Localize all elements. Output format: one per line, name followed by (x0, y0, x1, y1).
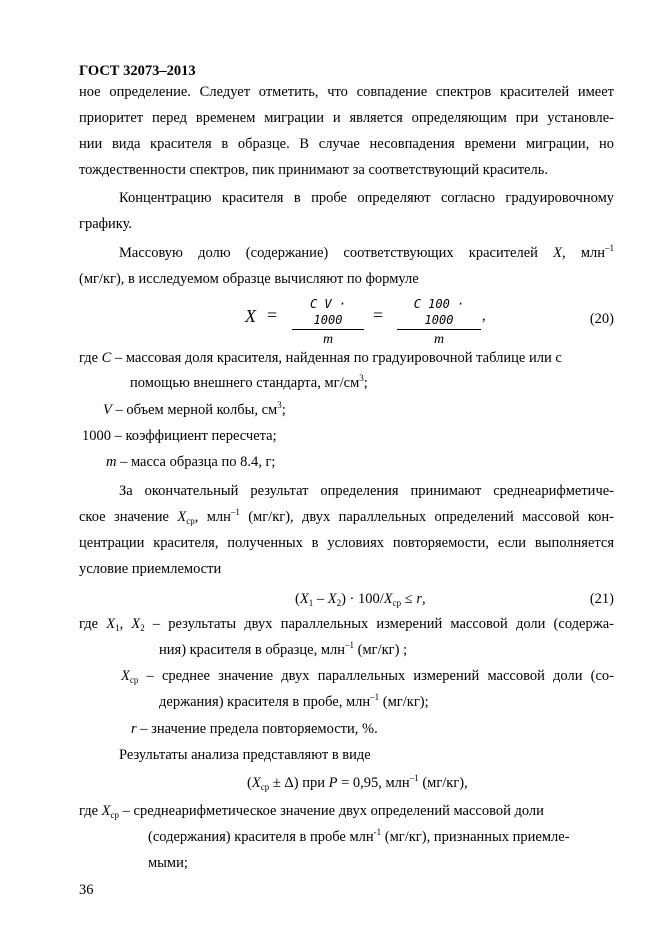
f21-x1: X (299, 591, 309, 607)
var-c: C (101, 350, 112, 366)
unit-sup: –1 (605, 243, 615, 253)
w21-bsup: –1 (345, 640, 355, 650)
v-description: – объем мерной колбы, см (111, 402, 278, 418)
f21-s2: 2 (336, 598, 342, 608)
formula-20-fraction-2 (397, 296, 481, 348)
f21-r: r (416, 591, 422, 607)
where-22-x (79, 799, 544, 825)
c-description: – массовая доля красителя, найденная по градуировочной таблице или с (111, 350, 562, 366)
f21-comma: , (421, 591, 426, 607)
f22-b: ± Δ) при (269, 775, 329, 791)
formula-20-comma: , (482, 308, 486, 324)
w22-c2: (мг/кг), признанных приемле- (381, 829, 570, 845)
fraction-2-bar (397, 329, 481, 330)
formula-20-eq-2: = (373, 305, 384, 325)
where-22-x-cont (148, 825, 570, 851)
f21-x2: X (327, 591, 337, 607)
p4-l2b: , млн (194, 509, 231, 525)
f22-d: (мг/кг), (418, 775, 468, 791)
where-20-m (106, 450, 275, 476)
paragraph-1-line-2: приоритет перед временем миграции и является определяющим при установле- (79, 110, 614, 126)
f22-p: P (328, 775, 338, 791)
document-header: ГОСТ 32073–2013 (79, 63, 196, 79)
w21-r-text: – значение предела повторяемости, %. (136, 721, 378, 737)
f21-s3: ср (392, 598, 402, 608)
f22-sup: –1 (409, 773, 419, 783)
w21-x1: X (106, 616, 116, 632)
f21-x3: X (383, 591, 393, 607)
w21-d1: держания) красителя в пробе, млн (159, 694, 371, 710)
w21-s2: 2 (140, 623, 145, 633)
w21-c-text: – среднее значение двух параллельных измерений массовой доли (со- (138, 668, 614, 684)
w21-dsup: –1 (370, 692, 380, 702)
where-21-mean (121, 664, 614, 690)
c-description-cont: помощью внешнего стандарта, мг/см (130, 375, 360, 391)
w22-sub: ср (110, 810, 120, 820)
f21-minus: – (313, 591, 328, 607)
where-21-r (131, 717, 378, 743)
formula-20-eq-1: = (267, 305, 278, 325)
fraction-2-denominator: m (433, 332, 445, 347)
where-20-k: 1000 – коэффициент пересчета; (82, 428, 277, 444)
paragraph-1-line-1: ное определение. Следует отметить, что совпадение спектров красителей имеет (79, 84, 614, 100)
p4-l2a: ское значение (79, 509, 178, 525)
page-number: 36 (79, 882, 94, 898)
formula-22 (247, 771, 468, 797)
paragraph-3-line-1 (119, 241, 614, 267)
w22-a: где (79, 803, 102, 819)
w21-d2: (мг/кг); (379, 694, 429, 710)
c-sup: 3 (359, 373, 364, 383)
where-21-x-cont (159, 638, 407, 664)
f21-open: ( (295, 591, 300, 607)
paragraph-4-line-4: условие приемлемости (79, 561, 222, 577)
w21-r-var: r (131, 721, 137, 737)
w21-a2: , (119, 616, 132, 632)
w21-c-var: X (121, 668, 130, 684)
paragraph-4-line-2 (79, 505, 614, 531)
var-x: X (553, 245, 563, 261)
var-x-mean: X (177, 509, 187, 525)
sub-mean: ср (186, 516, 195, 526)
paragraph-1-line-3: нии вида красителя в образце. В случае несовпадения времени миграции, но (79, 136, 614, 152)
fraction-1-bar (292, 329, 364, 330)
w22-x: X (101, 803, 111, 819)
var-m: m (106, 454, 117, 470)
paragraph-1-line-4: тождественности спектров, пик принимают за соответствующий краситель. (79, 162, 548, 178)
where-21-x (79, 612, 614, 638)
w21-a3: – результаты двух параллельных измерений массовой доли (содержа- (144, 616, 614, 632)
paragraph-3-line-2: (мг/кг), в исследуемом образце вычисляют по формуле (79, 271, 419, 287)
where-20-c (79, 346, 562, 372)
w22-b: – среднеарифметическое значение двух определений массовой доли (119, 803, 544, 819)
fraction-2-numerator: C 100 · 1000 (413, 297, 465, 327)
formula-20-fraction-1 (292, 296, 364, 348)
paragraph-2-line-1: Концентрацию красителя в пробе определяют согласно градуировочному (119, 190, 614, 206)
p4-l2c: (мг/кг), двух параллельных определений массовой кон- (239, 509, 614, 525)
var-v: V (103, 402, 112, 418)
v-end: ; (281, 402, 286, 418)
f22-a: ( (247, 775, 252, 791)
p4-sup: –1 (230, 507, 240, 517)
where-20-v (103, 398, 286, 424)
c-end: ; (363, 375, 368, 391)
f21-mid: ) · 100/ (341, 591, 384, 607)
formula-21-number: (21) (589, 591, 614, 607)
w22-c1: (содержания) красителя в пробе млн (148, 829, 374, 845)
f21-le: ≤ (401, 591, 417, 607)
w21-b1: ния) красителя в образце, млн (159, 642, 346, 658)
f22-x: X (251, 775, 261, 791)
paragraph-5: Результаты анализа представляют в виде (119, 747, 371, 763)
f22-sub: ср (260, 782, 270, 792)
formula-20-number: (20) (589, 311, 614, 327)
w21-a1: где (79, 616, 107, 632)
where-prefix: где (79, 350, 102, 366)
paragraph-3-text: Массовую долю (содержание) соответствующих красителей (119, 245, 538, 261)
paragraph-4-line-3: центрации красителя, полученных в условиях повторяемости, если выполняется (79, 535, 614, 551)
f21-s1: 1 (308, 598, 314, 608)
where-21-mean-cont (159, 690, 429, 716)
w22-csup: -1 (373, 827, 382, 837)
paragraph-4-line-1: За окончательный результат определения принимают среднеарифметиче- (119, 483, 614, 499)
v-sup: 3 (277, 400, 282, 410)
formula-21 (295, 587, 426, 613)
paragraph-2-line-2: графику. (79, 216, 133, 232)
w21-s1: 1 (115, 623, 120, 633)
where-20-c-cont (130, 371, 368, 397)
unit-text: , млн (562, 245, 606, 261)
fraction-1-numerator: C V · 1000 (309, 297, 347, 327)
f22-c: = 0,95, млн (337, 775, 410, 791)
formula-20-lhs: X (245, 306, 256, 326)
m-description: – масса образца по 8.4, г; (116, 454, 276, 470)
w21-b2: (мг/кг) ; (354, 642, 408, 658)
where-22-x-cont-2: мыми; (148, 855, 188, 871)
fraction-1-denominator: m (322, 332, 334, 347)
w21-x2: X (131, 616, 141, 632)
w21-c-sub: ср (129, 675, 139, 685)
